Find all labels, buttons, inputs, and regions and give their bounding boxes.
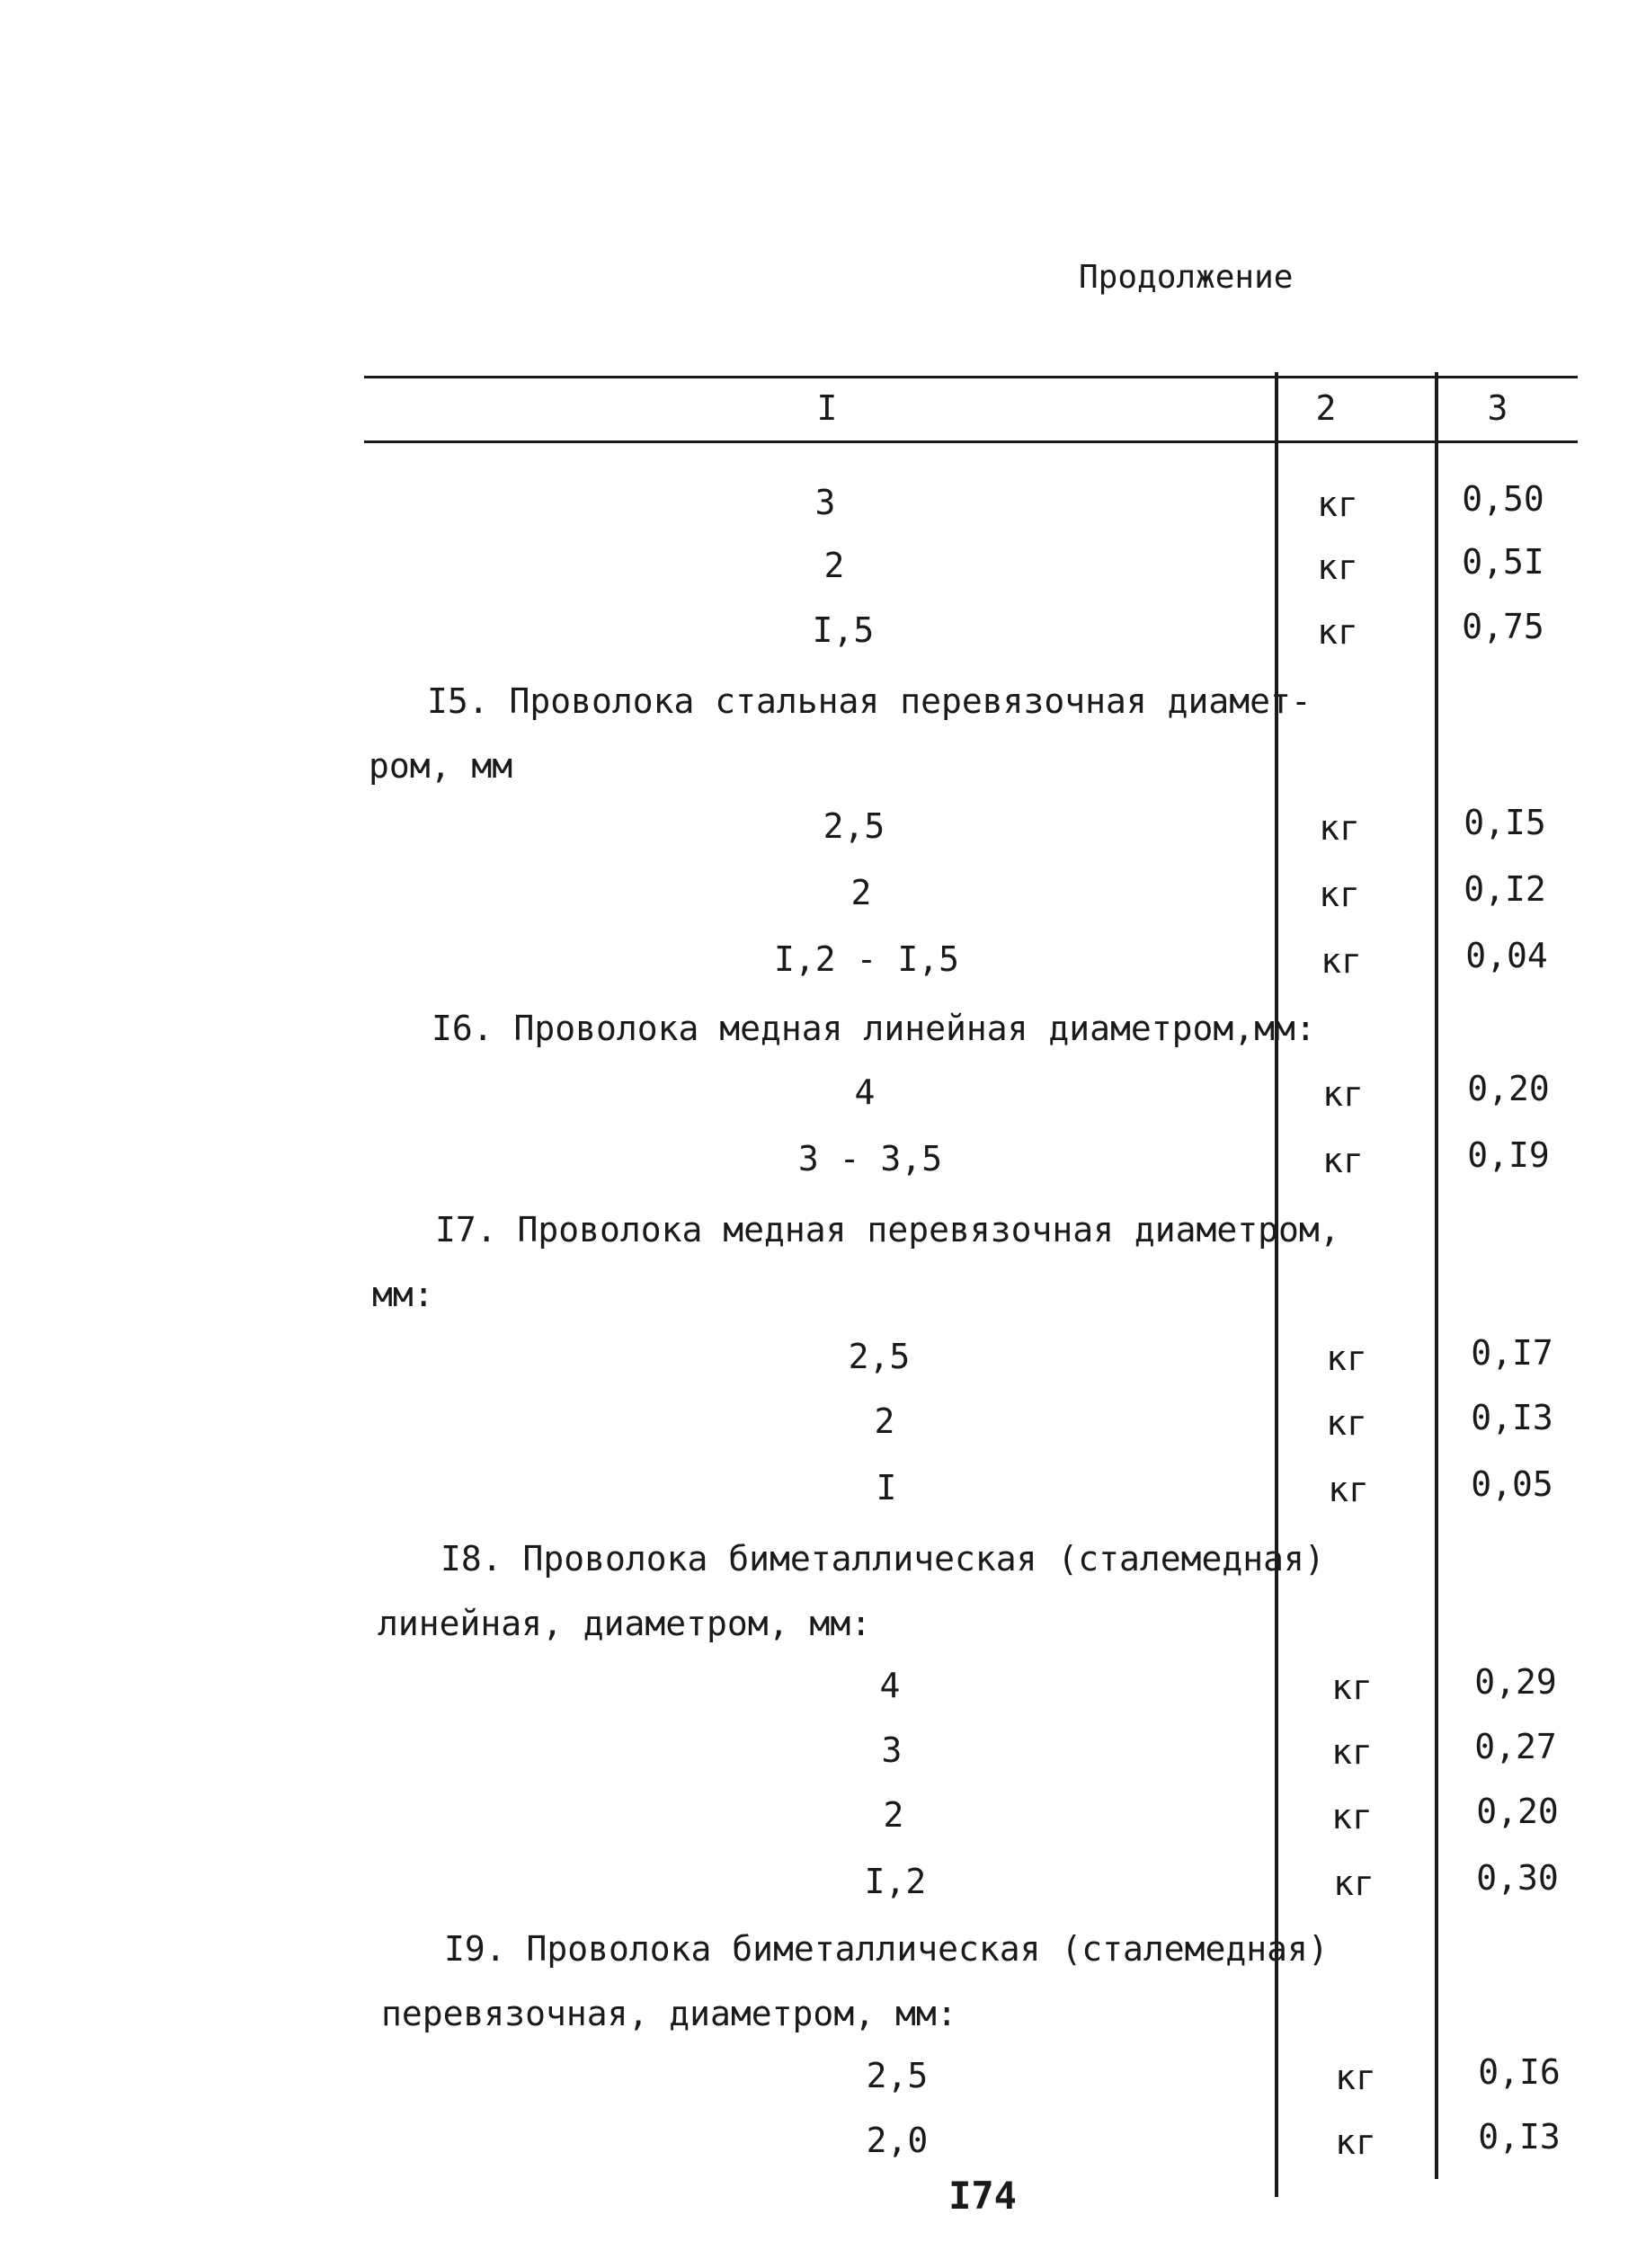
- table-cell-unit: кг: [1322, 1074, 1364, 1114]
- table-cell-unit: кг: [1331, 1797, 1373, 1837]
- table-cell-unit: кг: [1326, 1403, 1367, 1443]
- table-cell-size: 2,5: [848, 1337, 911, 1376]
- table-cell-amount: 0,5I: [1462, 542, 1544, 582]
- table-cell-size: 4: [879, 1666, 901, 1705]
- table-cell-size: I: [876, 1468, 897, 1508]
- section-heading-continued: перевязочная, диаметром, мм:: [381, 1994, 957, 2033]
- table-cell-amount: 0,30: [1476, 1858, 1559, 1898]
- table-cell-size: 3: [814, 483, 836, 522]
- table-cell-unit: кг: [1317, 612, 1358, 652]
- table-cell-size: 3: [881, 1730, 903, 1770]
- table-cell-amount: 0,27: [1474, 1727, 1557, 1766]
- table-cell-size: I,2: [864, 1862, 927, 1901]
- table-cell-amount: 0,I7: [1471, 1333, 1553, 1373]
- table-cell-size: I,5: [812, 610, 875, 650]
- table-cell-unit: кг: [1331, 1732, 1373, 1772]
- table-cell-amount: 0,29: [1474, 1662, 1557, 1702]
- section-heading: I6. Проволока медная линейная диаметром,мм:: [432, 1009, 1316, 1048]
- section-heading: I8. Проволока биметаллическая (сталемедная): [440, 1539, 1325, 1579]
- continuation-label: Продолжение: [1079, 259, 1294, 296]
- table-cell-amount: 0,I6: [1478, 2052, 1561, 2092]
- table-cell-amount: 0,I2: [1464, 869, 1546, 909]
- column-header-2: 2: [1315, 388, 1337, 428]
- table-cell-size: 2: [823, 546, 845, 585]
- table-cell-size: 2,0: [866, 2121, 929, 2160]
- section-heading: I9. Проволока биметаллическая (сталемедная): [444, 1929, 1329, 1969]
- column-divider-1: [1275, 372, 1278, 2197]
- section-heading-continued: линейная, диаметром, мм:: [378, 1604, 872, 1643]
- section-heading: I5. Проволока стальная перевязочная диамет-: [427, 681, 1312, 721]
- page-number: I74: [948, 2174, 1017, 2218]
- table-cell-unit: кг: [1322, 1141, 1364, 1180]
- table-cell-unit: кг: [1333, 1863, 1375, 1903]
- table-cell-size: 3 - 3,5: [797, 1139, 943, 1178]
- column-header-1: I: [816, 388, 838, 428]
- table-cell-unit: кг: [1326, 1339, 1367, 1378]
- table-cell-size: 2: [883, 1795, 904, 1835]
- table-cell-amount: 0,I9: [1467, 1135, 1550, 1175]
- table-cell-unit: кг: [1321, 941, 1362, 981]
- table-cell-amount: 0,05: [1471, 1464, 1553, 1504]
- table-header-rule: [364, 440, 1578, 443]
- table-cell-amount: 0,75: [1462, 607, 1544, 646]
- table-cell-unit: кг: [1319, 808, 1360, 848]
- table-cell-amount: 0,50: [1462, 479, 1544, 519]
- section-heading-continued: ром, мм: [369, 746, 513, 786]
- table-cell-size: 2,5: [823, 806, 885, 846]
- table-cell-size: 2: [850, 873, 872, 912]
- table-cell-amount: 0,20: [1476, 1792, 1559, 1831]
- table-cell-unit: кг: [1335, 2122, 1376, 2162]
- table-cell-unit: кг: [1317, 485, 1358, 524]
- table-top-rule: [364, 376, 1578, 378]
- section-heading-continued: мм:: [372, 1275, 434, 1314]
- table-cell-amount: 0,04: [1465, 936, 1548, 975]
- section-heading: I7. Проволока медная перевязочная диаметром,: [435, 1210, 1340, 1250]
- table-cell-amount: 0,I5: [1464, 803, 1546, 842]
- table-cell-unit: кг: [1335, 2058, 1376, 2097]
- table-cell-amount: 0,I3: [1478, 2117, 1561, 2157]
- table-cell-size: 2,5: [866, 2056, 929, 2095]
- table-cell-unit: кг: [1328, 1470, 1369, 1509]
- table-cell-amount: 0,20: [1467, 1069, 1550, 1108]
- column-header-3: 3: [1487, 388, 1508, 428]
- table-cell-unit: кг: [1319, 875, 1360, 914]
- table-cell-unit: кг: [1317, 547, 1358, 587]
- table-cell-amount: 0,I3: [1471, 1398, 1553, 1437]
- table-cell-unit: кг: [1331, 1668, 1373, 1707]
- table-cell-size: 4: [854, 1072, 876, 1112]
- table-cell-size: I,2 - I,5: [774, 939, 959, 979]
- column-divider-2: [1435, 372, 1438, 2179]
- table-cell-size: 2: [874, 1401, 895, 1441]
